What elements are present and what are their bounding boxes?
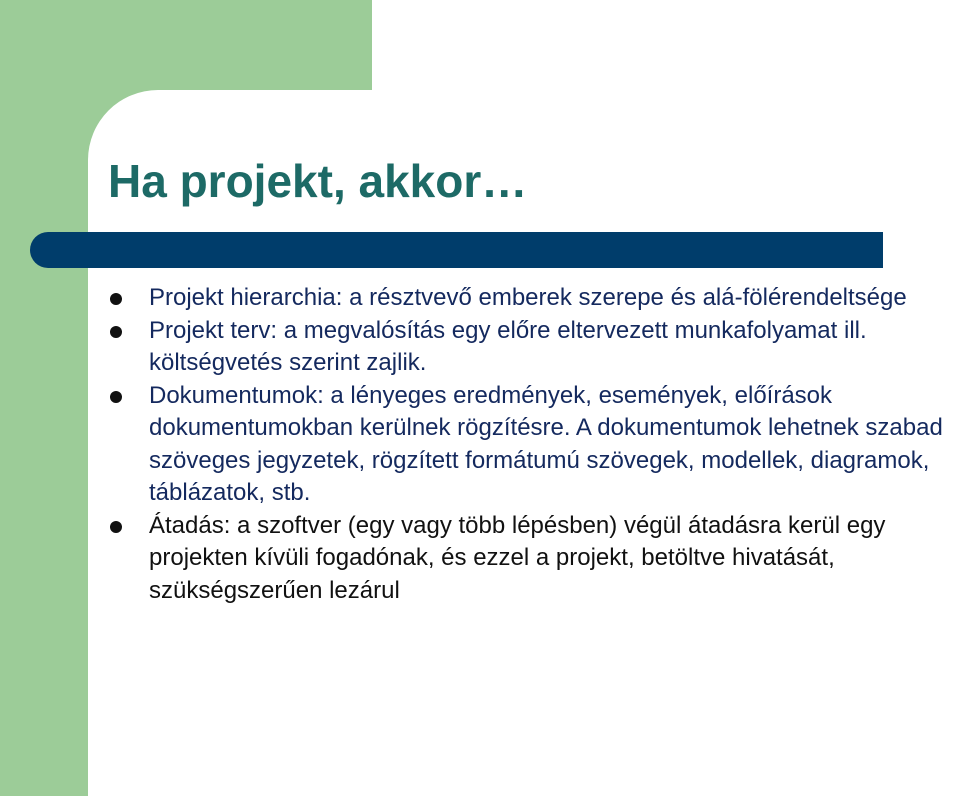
bullet-text: Átadás: a szoftver (egy vagy több lépésben) végül átadásra kerül egy projekten kívüli fogadónak, és ezzel a projekt, betöltve hivatását, szükségszerűen lezárul bbox=[149, 511, 886, 604]
title-divider-bar bbox=[30, 232, 883, 268]
bullet-dot-icon bbox=[110, 293, 122, 305]
bullet-text: Dokumentumok: a lényeges eredmények, események, előírások dokumentumokban kerülnek rögzítésre. A dokumentumok lehetnek szabad szöveges jegyzetek, rögzített formátumú szövegek, modellek, diagramok, táblázatok, stb. bbox=[149, 381, 943, 506]
bullet-item bbox=[108, 282, 958, 315]
bullet-dot-icon bbox=[110, 326, 122, 338]
bullet-dot-icon bbox=[110, 521, 122, 533]
bullet-item bbox=[108, 315, 958, 380]
bullet-item bbox=[108, 510, 958, 608]
bullet-list bbox=[108, 282, 958, 607]
slide-title: Ha projekt, akkor… bbox=[108, 155, 528, 207]
bullet-item bbox=[108, 380, 958, 510]
bullet-dot-icon bbox=[110, 391, 122, 403]
bullet-text: Projekt hierarchia: a résztvevő emberek szerepe és alá-fölérendeltsége bbox=[149, 284, 907, 311]
bullet-text: Projekt terv: a megvalósítás egy előre eltervezett munkafolyamat ill. költségvetés szerint zajlik. bbox=[149, 316, 867, 376]
